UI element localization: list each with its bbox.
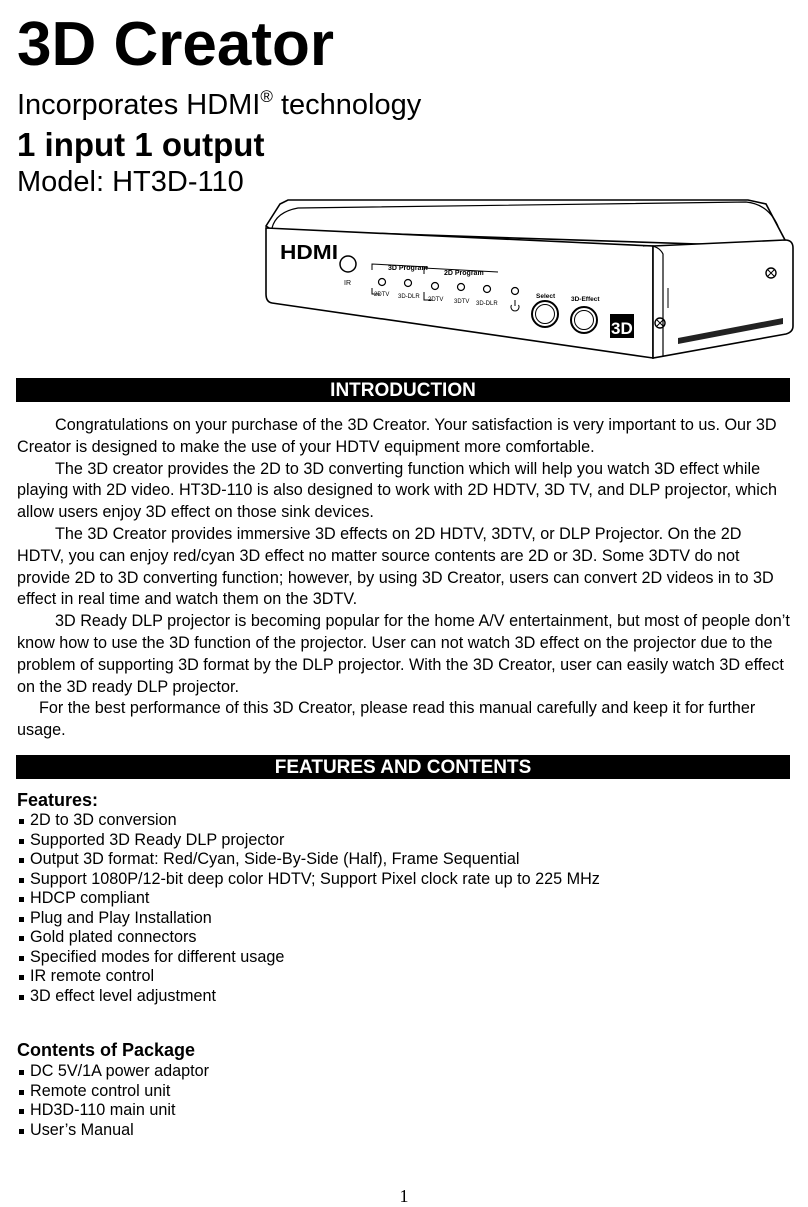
group1-title: 3D Program xyxy=(388,265,428,272)
features-title: Features: xyxy=(17,790,99,810)
list-item: IR remote control xyxy=(18,967,600,987)
group2-title: 2D Program xyxy=(444,270,484,277)
intro-paragraph: The 3D Creator provides immersive 3D effects on 2D HDTV, 3DTV, or DLP Projector. On the 2D HDTV, you can enjoy red/cyan 3D effect no matter source contents are 2D or 3D. Some 3DTV do not provide 2D to 3D converting function; however, by using 3D Creator, users can convert 2D videos in to 3D effect in real time and watch them on the 3DTV. xyxy=(17,524,774,609)
intro-paragraph: The 3D creator provides the 2D to 3D converting function which will help you watch 3D effect while playing with 2D video. HT3D-110 is also designed to work with 2D HDTV, 3D TV, and DLP projector, which allow users enjoy 3D effect on those sink devices. xyxy=(17,459,777,522)
intro-paragraph: For the best performance of this 3D Creator, please read this manual carefully and keep it for further usage. xyxy=(17,699,756,740)
list-item: Specified modes for different usage xyxy=(18,948,600,968)
page-number: 1 xyxy=(399,1186,409,1206)
subtitle-prefix: Incorporates HDMI xyxy=(17,89,261,121)
subtitle-suffix: technology xyxy=(272,89,422,121)
list-item: Output 3D format: Red/Cyan, Side-By-Side (Half), Frame Sequential xyxy=(18,850,600,870)
list-item: Remote control unit xyxy=(18,1082,209,1102)
group1-led1-label: 2DTV xyxy=(374,292,390,298)
select-label: Select xyxy=(536,293,556,300)
device-side-face xyxy=(653,240,793,358)
led-2d-3dtv xyxy=(458,284,465,291)
led-2d-2dtv xyxy=(432,283,439,290)
contents-list xyxy=(18,1062,209,1140)
device-illustration xyxy=(258,178,798,378)
led-2d-dlr xyxy=(484,286,491,293)
power-led xyxy=(512,288,519,295)
list-item: HDCP compliant xyxy=(18,889,600,909)
intro-paragraph: 3D Ready DLP projector is becoming popular for the home A/V entertainment, but most of people don’t know how to use the 3D function of the projector. User can not watch 3D effect on the projector due to the problem of supporting 3D format by the DLP projector. With the 3D Creator, user can easily watch 3D effect on the 3D ready DLP projector. xyxy=(17,612,790,696)
list-item: Gold plated connectors xyxy=(18,928,600,948)
group2-led1-label: 2DTV xyxy=(428,297,444,303)
intro-paragraph: Congratulations on your purchase of the 3D Creator. Your satisfaction is very important to us. Our 3D Creator is designed to make the use of your HDTV equipment more comfortable. xyxy=(17,416,777,456)
list-item: 3D effect level adjustment xyxy=(18,987,600,1007)
features-contents-heading: FEATURES AND CONTENTS xyxy=(16,755,790,779)
hdmi-logo: HDMI xyxy=(280,242,338,264)
list-item: Support 1080P/12-bit deep color HDTV; Support Pixel clock rate up to 225 MHz xyxy=(18,870,600,890)
list-item: 2D to 3D conversion xyxy=(18,811,600,831)
registered-mark: ® xyxy=(260,87,273,106)
ir-label: IR xyxy=(344,280,351,287)
led-3d-2dtv xyxy=(379,279,386,286)
list-item: User’s Manual xyxy=(18,1121,209,1141)
list-item: HD3D-110 main unit xyxy=(18,1101,209,1121)
list-item: Supported 3D Ready DLP projector xyxy=(18,831,600,851)
effect-label: 3D-Effect xyxy=(571,296,600,303)
group2-led3-label: 3D-DLR xyxy=(476,301,498,307)
list-item: DC 5V/1A power adaptor xyxy=(18,1062,209,1082)
group1-led2-label: 3D-DLR xyxy=(398,294,420,300)
list-item: Plug and Play Installation xyxy=(18,909,600,929)
page-title: 3D Creator xyxy=(17,10,334,79)
introduction-body xyxy=(17,415,792,742)
features-list xyxy=(18,811,600,1006)
subtitle xyxy=(17,87,422,122)
group2-led2-label: 3DTV xyxy=(454,299,470,305)
led-3d-dlr xyxy=(405,280,412,287)
3d-badge: 3D xyxy=(611,319,633,338)
io-spec: 1 input 1 output xyxy=(17,126,265,163)
model-number: Model: HT3D-110 xyxy=(17,166,244,198)
contents-title: Contents of Package xyxy=(17,1040,196,1060)
introduction-heading: INTRODUCTION xyxy=(16,378,790,402)
ir-sensor xyxy=(340,256,356,272)
